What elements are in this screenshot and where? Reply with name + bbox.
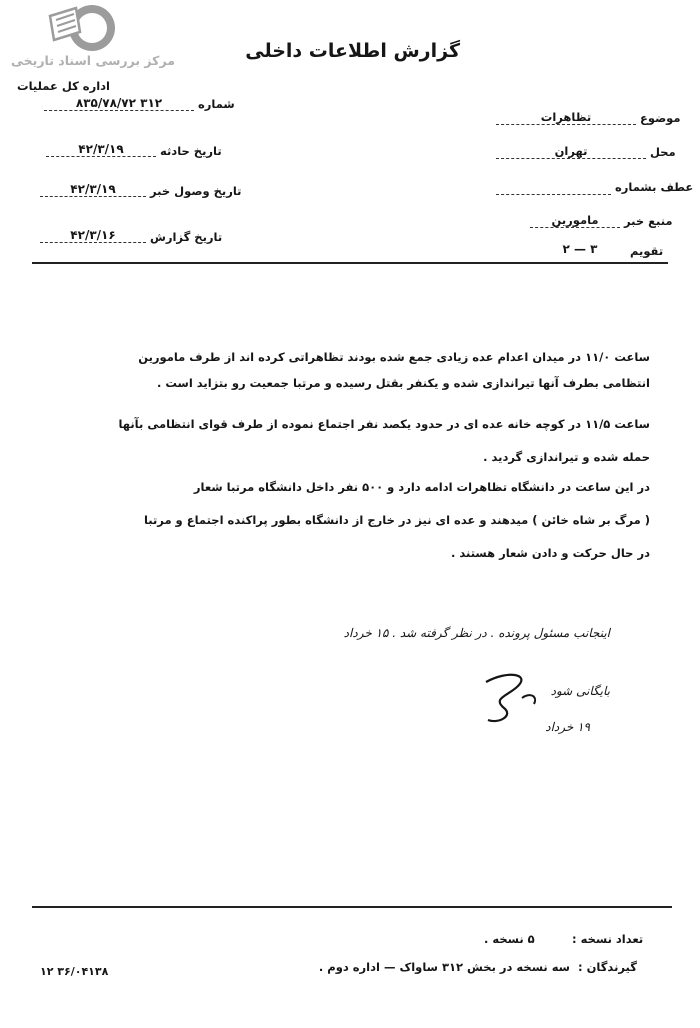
news-received-label: تاریخ وصول خبر [150, 184, 242, 198]
body-line: حمله شده و تیراندازی گردید . [483, 450, 650, 464]
incident-date-label: تاریخ حادثه [160, 144, 222, 158]
number-value: ۸۳۵/۷۸/۷۲ ۳۱۲ [44, 96, 194, 111]
body-line: ساعت ۱۱/۰ در میدان اعدام عده زیادی جمع شده بودند تظاهراتی کرده اند از طرف مامورین [138, 350, 650, 364]
subject-label: موضوع [640, 111, 681, 125]
handwritten-signature [478, 668, 548, 728]
subject-value: تظاهرات [496, 110, 636, 125]
body-line: ساعت ۱۱/۵ در کوچه خانه عده ای در حدود یکصد نفر اجتماع نموده از طرف قوای انتظامی بآنها [118, 417, 650, 431]
footer-divider [32, 906, 672, 908]
news-received-value: ۴۲/۳/۱۹ [40, 182, 146, 197]
annotation-date: ۱۹ خرداد [545, 720, 590, 734]
annotation-line: اینجانب مسئول پرونده . در نظر گرفته شد . ۱۵ خرداد [343, 626, 610, 640]
watermark-text: مرکز بررسی اسناد تاریخی [11, 53, 175, 68]
archive-logo-icon [46, 2, 122, 54]
number-label: شماره [198, 97, 235, 111]
header-divider [32, 262, 668, 264]
department: اداره کل عملیات [17, 79, 110, 93]
copies-value: ۵ نسخه . [484, 932, 535, 946]
recipients-label: گیرندگان : [578, 960, 637, 974]
follow-up-label: عطف بشماره [615, 180, 694, 194]
location-value: تهران [496, 144, 646, 159]
body-line: انتظامی بطرف آنها تیراندازی شده و یکنفر بقتل رسیده و مرتبا جمعیت رو بتزاید است . [156, 376, 650, 390]
form-code: ۳۶/۰۴۱۳۸ ۱۲ [40, 965, 109, 978]
annotation-line: بایگانی شود [550, 684, 610, 698]
source-label: منبع خبر [624, 214, 673, 228]
recipients-value: سه نسخه در بخش ۳۱۲ ساواک — اداره دوم . [318, 960, 570, 974]
rating-label: تقویم [630, 244, 664, 258]
copies-label: تعداد نسخه : [572, 932, 644, 946]
rating-value: ۲ — ۳ [562, 242, 598, 256]
follow-up-value [496, 179, 611, 195]
body-line: در این ساعت در دانشگاه تظاهرات ادامه دارد و ۵۰۰ نفر داخل دانشگاه مرتبا شعار [193, 480, 650, 494]
body-line: در حال حرکت و دادن شعار هستند . [451, 546, 650, 560]
page-title: گزارش اطلاعات داخلی [245, 40, 460, 62]
report-date-label: تاریخ گزارش [150, 230, 223, 244]
source-value: مامورین [530, 213, 620, 228]
report-date-value: ۴۲/۳/۱۶ [40, 228, 146, 243]
incident-date-value: ۴۲/۳/۱۹ [46, 142, 156, 157]
location-label: محل [650, 145, 676, 159]
body-line: ( مرگ بر شاه خائن ) میدهند و عده ای نیز در خارج از دانشگاه بطور پراکنده اجتماع و مرتبا [143, 513, 650, 527]
